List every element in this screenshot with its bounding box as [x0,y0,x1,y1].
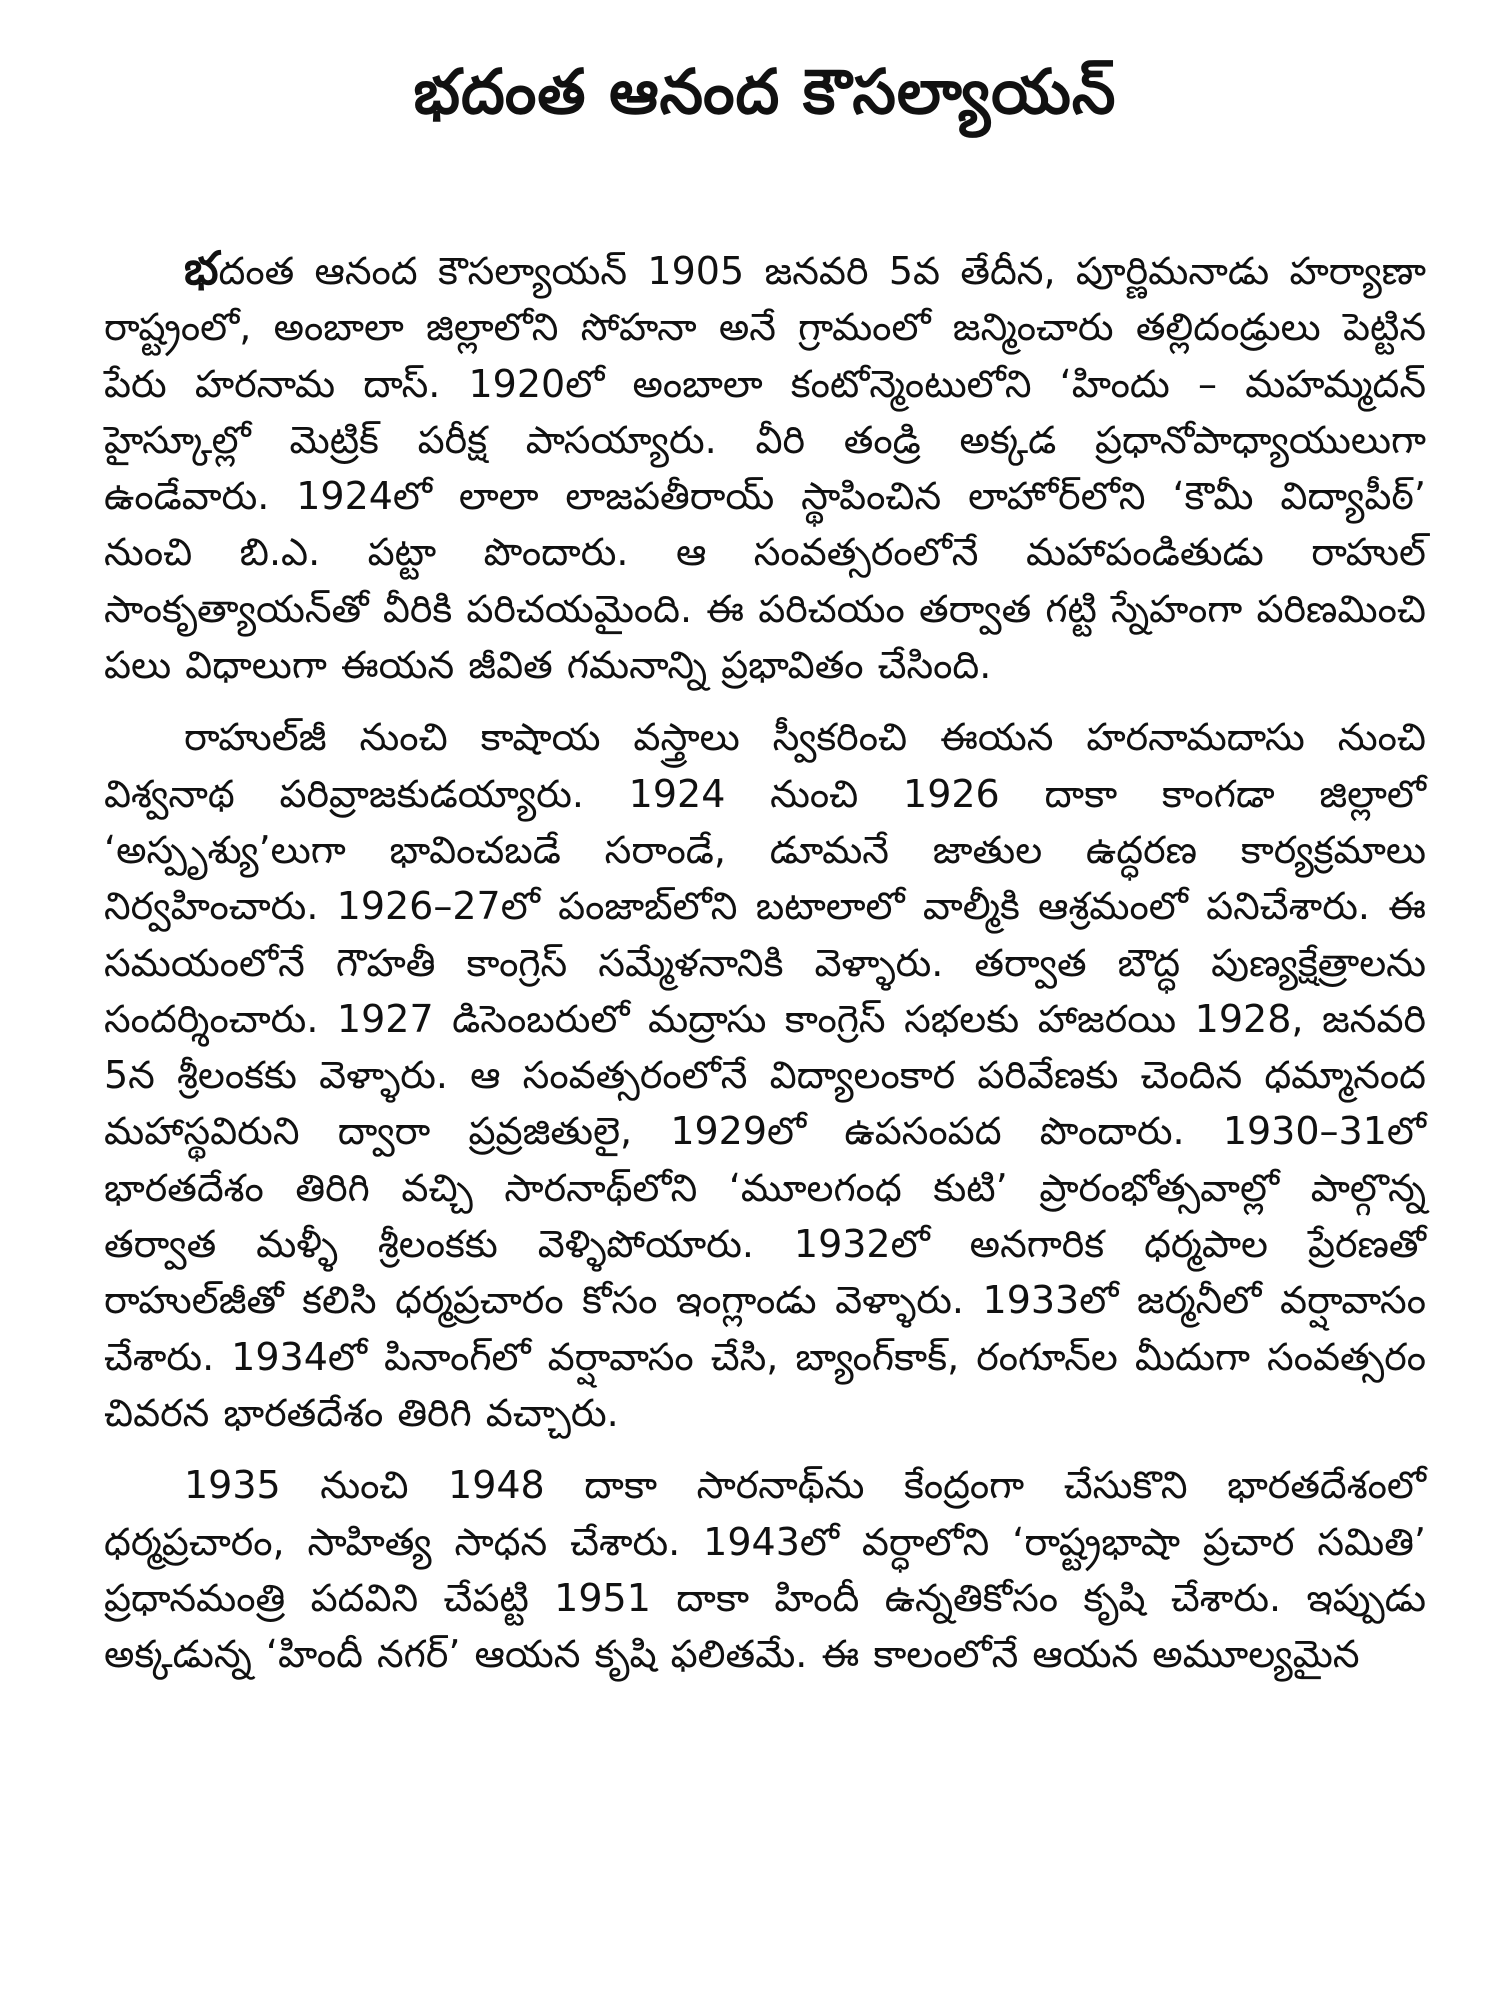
paragraph-1-text: దంత ఆనంద కౌసల్యాయన్ 1905 జనవరి 5వ తేదీన, పూర్ణిమనాడు హర్యాణా రాష్ట్రంలో, అంబాలా జిల్లాలోని సోహనా అనే గ్రామంలో జన్మించారు తల్లిదండ్రులు పెట్టిన పేరు హరనామ దాస్. 1920లో అంబాలా కంటోన్మెంటులోని ‘హిందు – మహమ్మదన్ హైస్కూల్లో మెట్రిక్ పరీక్ష పాసయ్యారు. వీరి తండ్రి అక్కడ ప్రధానోపాధ్యాయులుగా ఉండేవారు. 1924లో లాలా లాజపతీరాయ్ స్థాపించిన లాహోర్‌లోని ‘కౌమీ విద్యాపీఠ్’ నుంచి బి.ఎ. పట్టా పొందారు. ఆ సంవత్సరంలోనే మహాపండితుడు రాహుల్ సాంకృత్యాయన్‌తో వీరికి పరిచయమైంది. ఈ పరిచయం తర్వాత గట్టి స్నేహంగా పరిణమించి పలు విధాలుగా ఈయన జీవిత గమనాన్ని ప్రభావితం చేసింది. [104,249,1426,688]
paragraph-3 [104,1457,1426,1682]
paragraph-2 [104,709,1426,1441]
paragraph-3-text: 1935 నుంచి 1948 దాకా సారనాథ్‌ను కేంద్రంగా చేసుకొని భారతదేశంలో ధర్మప్రచారం, సాహిత్య సాధన చేశారు. 1943లో వర్ధాలోని ‘రాష్ట్రభాషా ప్రచార సమితి’ ప్రధానమంత్రి పదవిని చేపట్టి 1951 దాకా హిందీ ఉన్నతికోసం కృషి చేశారు. ఇప్పుడు అక్కడున్న ‘హిందీ నగర్’ ఆయన కృషి ఫలితమే. ఈ కాలంలోనే ఆయన అమూల్యమైన [104,1463,1426,1677]
paragraph-2-text: రాహుల్‌జీ నుంచి కాషాయ వస్త్రాలు స్వీకరించి ఈయన హరనామదాసు నుంచి విశ్వనాథ పరివ్రాజకుడయ్యారు. 1924 నుంచి 1926 దాకా కాంగడా జిల్లాలో ‘అస్పృశ్యు’లుగా భావించబడే సరాండే, డూమనే జాతుల ఉద్ధరణ కార్యక్రమాలు నిర్వహించారు. 1926–27లో పంజాబ్‌లోని బటాలాలో వాల్మీకి ఆశ్రమంలో పనిచేశారు. ఈ సమయంలోనే గౌహతీ కాంగ్రెస్ సమ్మేళనానికి వెళ్ళారు. తర్వాత బౌద్ధ పుణ్యక్షేత్రాలను సందర్శించారు. 1927 డిసెంబరులో మద్రాసు కాంగ్రెస్ సభలకు హాజరయి 1928, జనవరి 5న శ్రీలంకకు వెళ్ళారు. ఆ సంవత్సరంలోనే విద్యాలంకార పరివేణకు చెందిన ధమ్మానంద మహాస్థవిరుని ద్వారా ప్రవ్రజితులై, 1929లో ఉపసంపద పొందారు. 1930–31లో భారతదేశం తిరిగి వచ్చి సారనాథ్‌లోని ‘మూలగంధ కుటి’ ప్రారంభోత్సవాల్లో పాల్గొన్న తర్వాత మళ్ళీ శ్రీలంకకు వెళ్ళిపోయారు. 1932లో అనగారిక ధర్మపాల ప్రేరణతో రాహుల్‌జీతో కలిసి ధర్మప్రచారం కోసం ఇంగ్లాండు వెళ్ళారు. 1933లో జర్మనీలో వర్షావాసం చేశారు. 1934లో పినాంగ్‌లో వర్షావాసం చేసి, బ్యాంగ్‌కాక్, రంగూన్‌ల మీదుగా సంవత్సరం చివరన భారతదేశం తిరిగి వచ్చారు. [104,715,1426,1435]
page-title: భదంత ఆనంద కౌసల్యాయన్ [413,55,1117,128]
paragraph-1 [104,240,1426,693]
drop-cap: భ [184,241,219,295]
